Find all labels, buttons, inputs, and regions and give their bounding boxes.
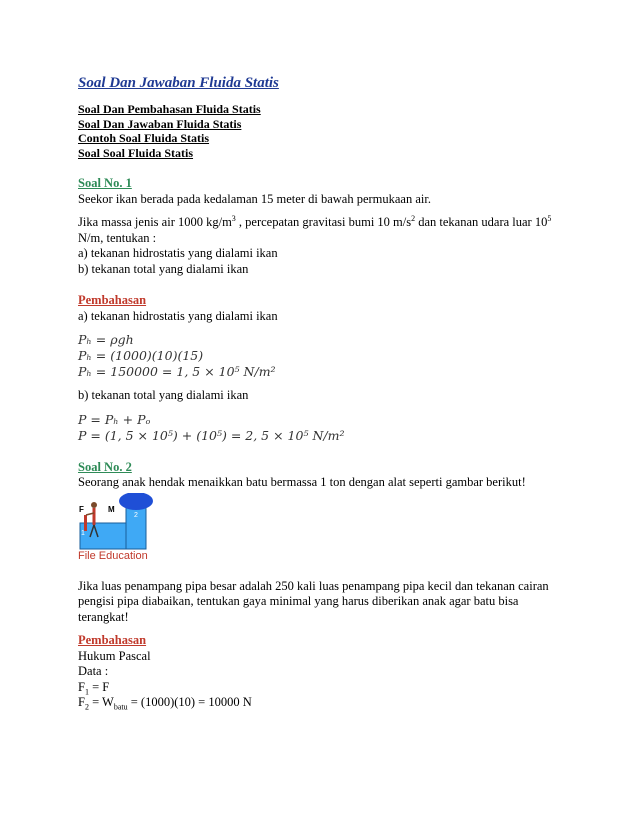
question-1-part-a: a) tekanan hidrostatis yang dialami ikan <box>78 246 278 260</box>
solution-1-part-b: b) tekanan total yang dialami ikan <box>78 388 249 402</box>
solution-1-heading: Pembahasan <box>78 293 147 307</box>
solution-2-f1: $F_1 = F$ <box>78 679 110 696</box>
figure-label-1: 1 <box>81 529 85 537</box>
figure-label-2: 2 <box>134 511 138 519</box>
question-1-given: Jika massa jenis air 1000 $kg/m^3$ , percepatan gravitasi bumi 10 $m/s^2$ dan tekanan udara luar $10^5$ <box>78 213 552 229</box>
link-item[interactable]: Contoh Soal Fluida Statis <box>78 131 210 145</box>
related-links <box>78 102 578 160</box>
question-1-heading: Soal No. 1 <box>78 176 132 190</box>
page-title[interactable]: Soal Dan Jawaban Fluida Statis <box>78 75 279 91</box>
solution-2-f2: $F_2 = W_{batu} = (1000)(10) = 10000$ N <box>78 695 252 712</box>
question-2-condition: Jika luas penampang pipa besar adalah 250 kali luas penampang pipa kecil dan tekanan cairan <box>78 578 549 593</box>
equation: P = Pₕ + Pₒ <box>78 411 151 427</box>
link-item[interactable]: Soal Soal Fluida Statis <box>78 145 194 160</box>
figure-label-m: M <box>108 504 115 514</box>
figure-caption: File Education <box>78 550 148 562</box>
solution-2-data-label: Data : <box>78 664 109 678</box>
equation: P = (1, 5 × 10⁵) + (10⁵) = 2, 5 × 10⁵ N/m² <box>78 427 345 443</box>
question-2-condition-end: terangkat! <box>78 609 129 624</box>
document-page <box>78 74 578 711</box>
equation: Pₕ = (1000)(10)(15) <box>78 348 204 363</box>
solution-2-heading: Pembahasan <box>78 633 147 647</box>
question-1-part-b: b) tekanan total yang dialami ikan <box>78 261 249 276</box>
stone-shape <box>119 493 153 510</box>
solution-1-part-a: a) tekanan hidrostatis yang dialami ikan <box>78 308 278 323</box>
equation: Pₕ = ρgh <box>78 332 134 347</box>
question-1-given-cont: N/m, tentukan : <box>78 230 157 245</box>
hydraulic-lift-diagram <box>78 493 158 551</box>
question-1-text: Seekor ikan berada pada kedalaman 15 meter di bawah permukaan air. <box>78 191 431 206</box>
link-item[interactable]: Soal Dan Jawaban Fluida Statis <box>78 116 242 131</box>
question-2-text: Seorang anak hendak menaikkan batu bermassa 1 ton dengan alat seperti gambar berikut! <box>78 475 526 489</box>
solution-2-law: Hukum Pascal <box>78 648 151 663</box>
question-2-heading: Soal No. 2 <box>78 459 132 474</box>
link-item[interactable]: Soal Dan Pembahasan Fluida Statis <box>78 102 261 116</box>
equation: Pₕ = 150000 = 1, 5 × 10⁵ N/m² <box>78 364 276 379</box>
question-2-condition-cont: pengisi pipa diabaikan, tentukan gaya minimal yang harus diberikan anak agar batu bisa <box>78 594 519 608</box>
figure-label-f: F <box>79 504 84 514</box>
hydraulic-lift-figure <box>78 493 158 565</box>
